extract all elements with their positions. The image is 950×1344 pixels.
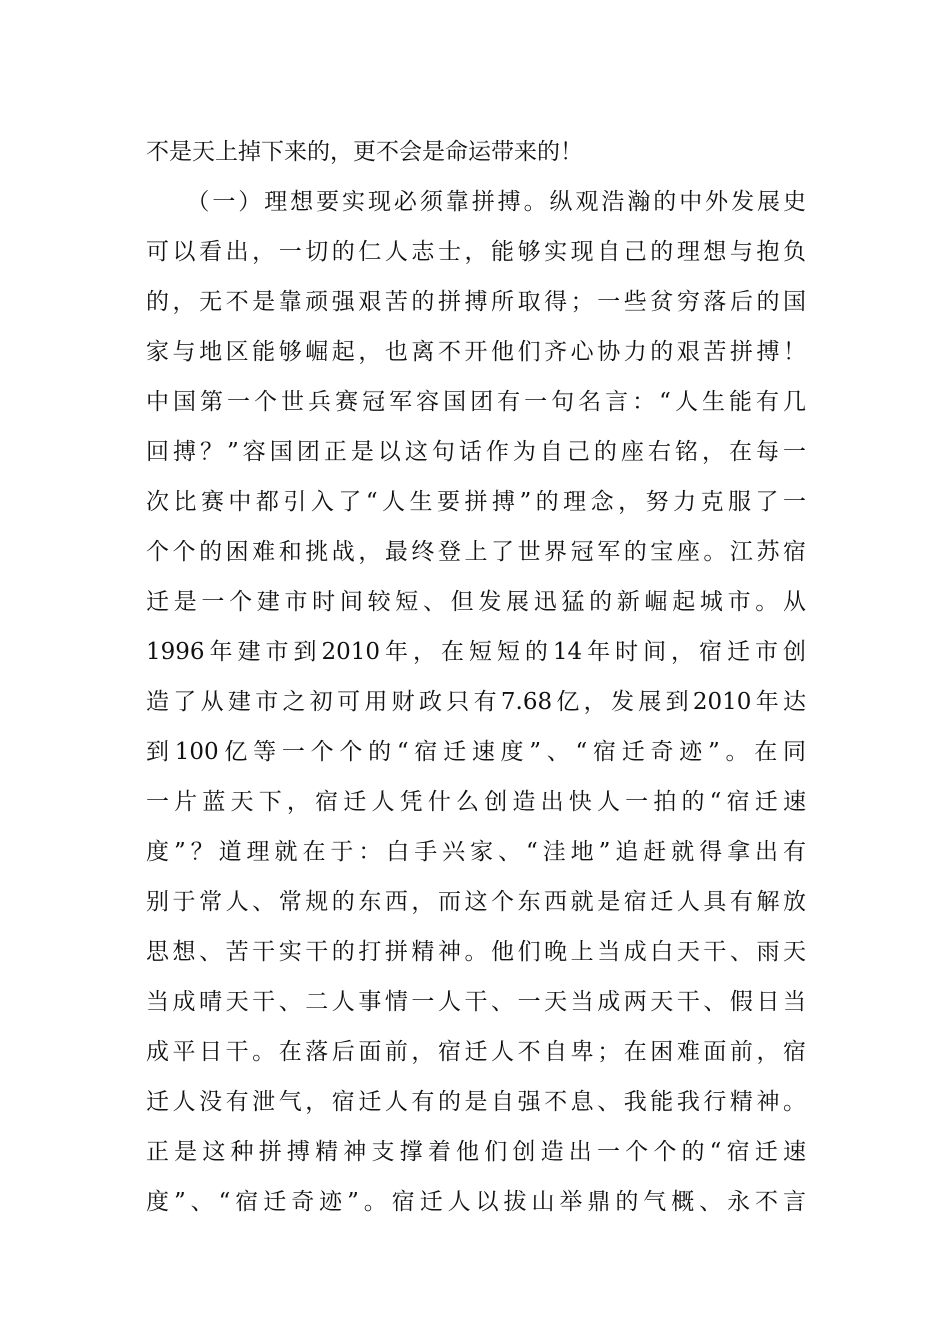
text-line: 可以看出，一切的仁人志士，能够实现自己的理想与抱负: [146, 239, 806, 265]
text-line: 中国第一个世兵赛冠军容国团有一句名言：“人生能有几: [146, 389, 806, 415]
text-line: 思想、苦干实干的打拼精神。他们晚上当成白天干、雨天: [146, 939, 806, 965]
text-line: 造了从建市之初可用财政只有7.68亿，发展到2010年达: [146, 689, 806, 715]
text-line: 回搏？”容国团正是以这句话作为自己的座右铭，在每一: [146, 439, 806, 465]
text-line: 别于常人、常规的东西，而这个东西就是宿迁人具有解放: [146, 889, 806, 915]
text-line: 迁人没有泄气，宿迁人有的是自强不息、我能我行精神。: [146, 1089, 806, 1115]
text-line: （一）理想要实现必须靠拼搏。纵观浩瀚的中外发展史: [146, 189, 806, 215]
text-line: 1996年建市到2010年，在短短的14年时间，宿迁市创: [146, 639, 806, 665]
text-line: 不是天上掉下来的，更不会是命运带来的！: [146, 139, 583, 165]
text-line: 个个的困难和挑战，最终登上了世界冠军的宝座。江苏宿: [146, 539, 806, 565]
text-line: 到100亿等一个个的“宿迁速度”、“宿迁奇迹”。在同: [146, 739, 806, 765]
text-line: 家与地区能够崛起，也离不开他们齐心协力的艰苦拼搏！: [146, 339, 806, 365]
text-line: 成平日干。在落后面前，宿迁人不自卑；在困难面前，宿: [146, 1039, 806, 1065]
text-line: 当成晴天干、二人事情一人干、一天当成两天干、假日当: [146, 989, 806, 1015]
body-text: [146, 127, 806, 1227]
text-line: 度”、“宿迁奇迹”。宿迁人以拔山举鼎的气概、永不言: [146, 1189, 806, 1215]
text-line: 迁是一个建市时间较短、但发展迅猛的新崛起城市。从: [146, 589, 806, 615]
text-line: 次比赛中都引入了“人生要拼搏”的理念，努力克服了一: [146, 489, 806, 515]
text-line: 正是这种拼搏精神支撑着他们创造出一个个的“宿迁速: [146, 1139, 806, 1165]
text-line: 一片蓝天下，宿迁人凭什么创造出快人一拍的“宿迁速: [146, 789, 806, 815]
text-line: 的，无不是靠顽强艰苦的拼搏所取得；一些贫穷落后的国: [146, 289, 806, 315]
text-line: 度”？道理就在于：白手兴家、“洼地”追赶就得拿出有: [146, 839, 806, 865]
